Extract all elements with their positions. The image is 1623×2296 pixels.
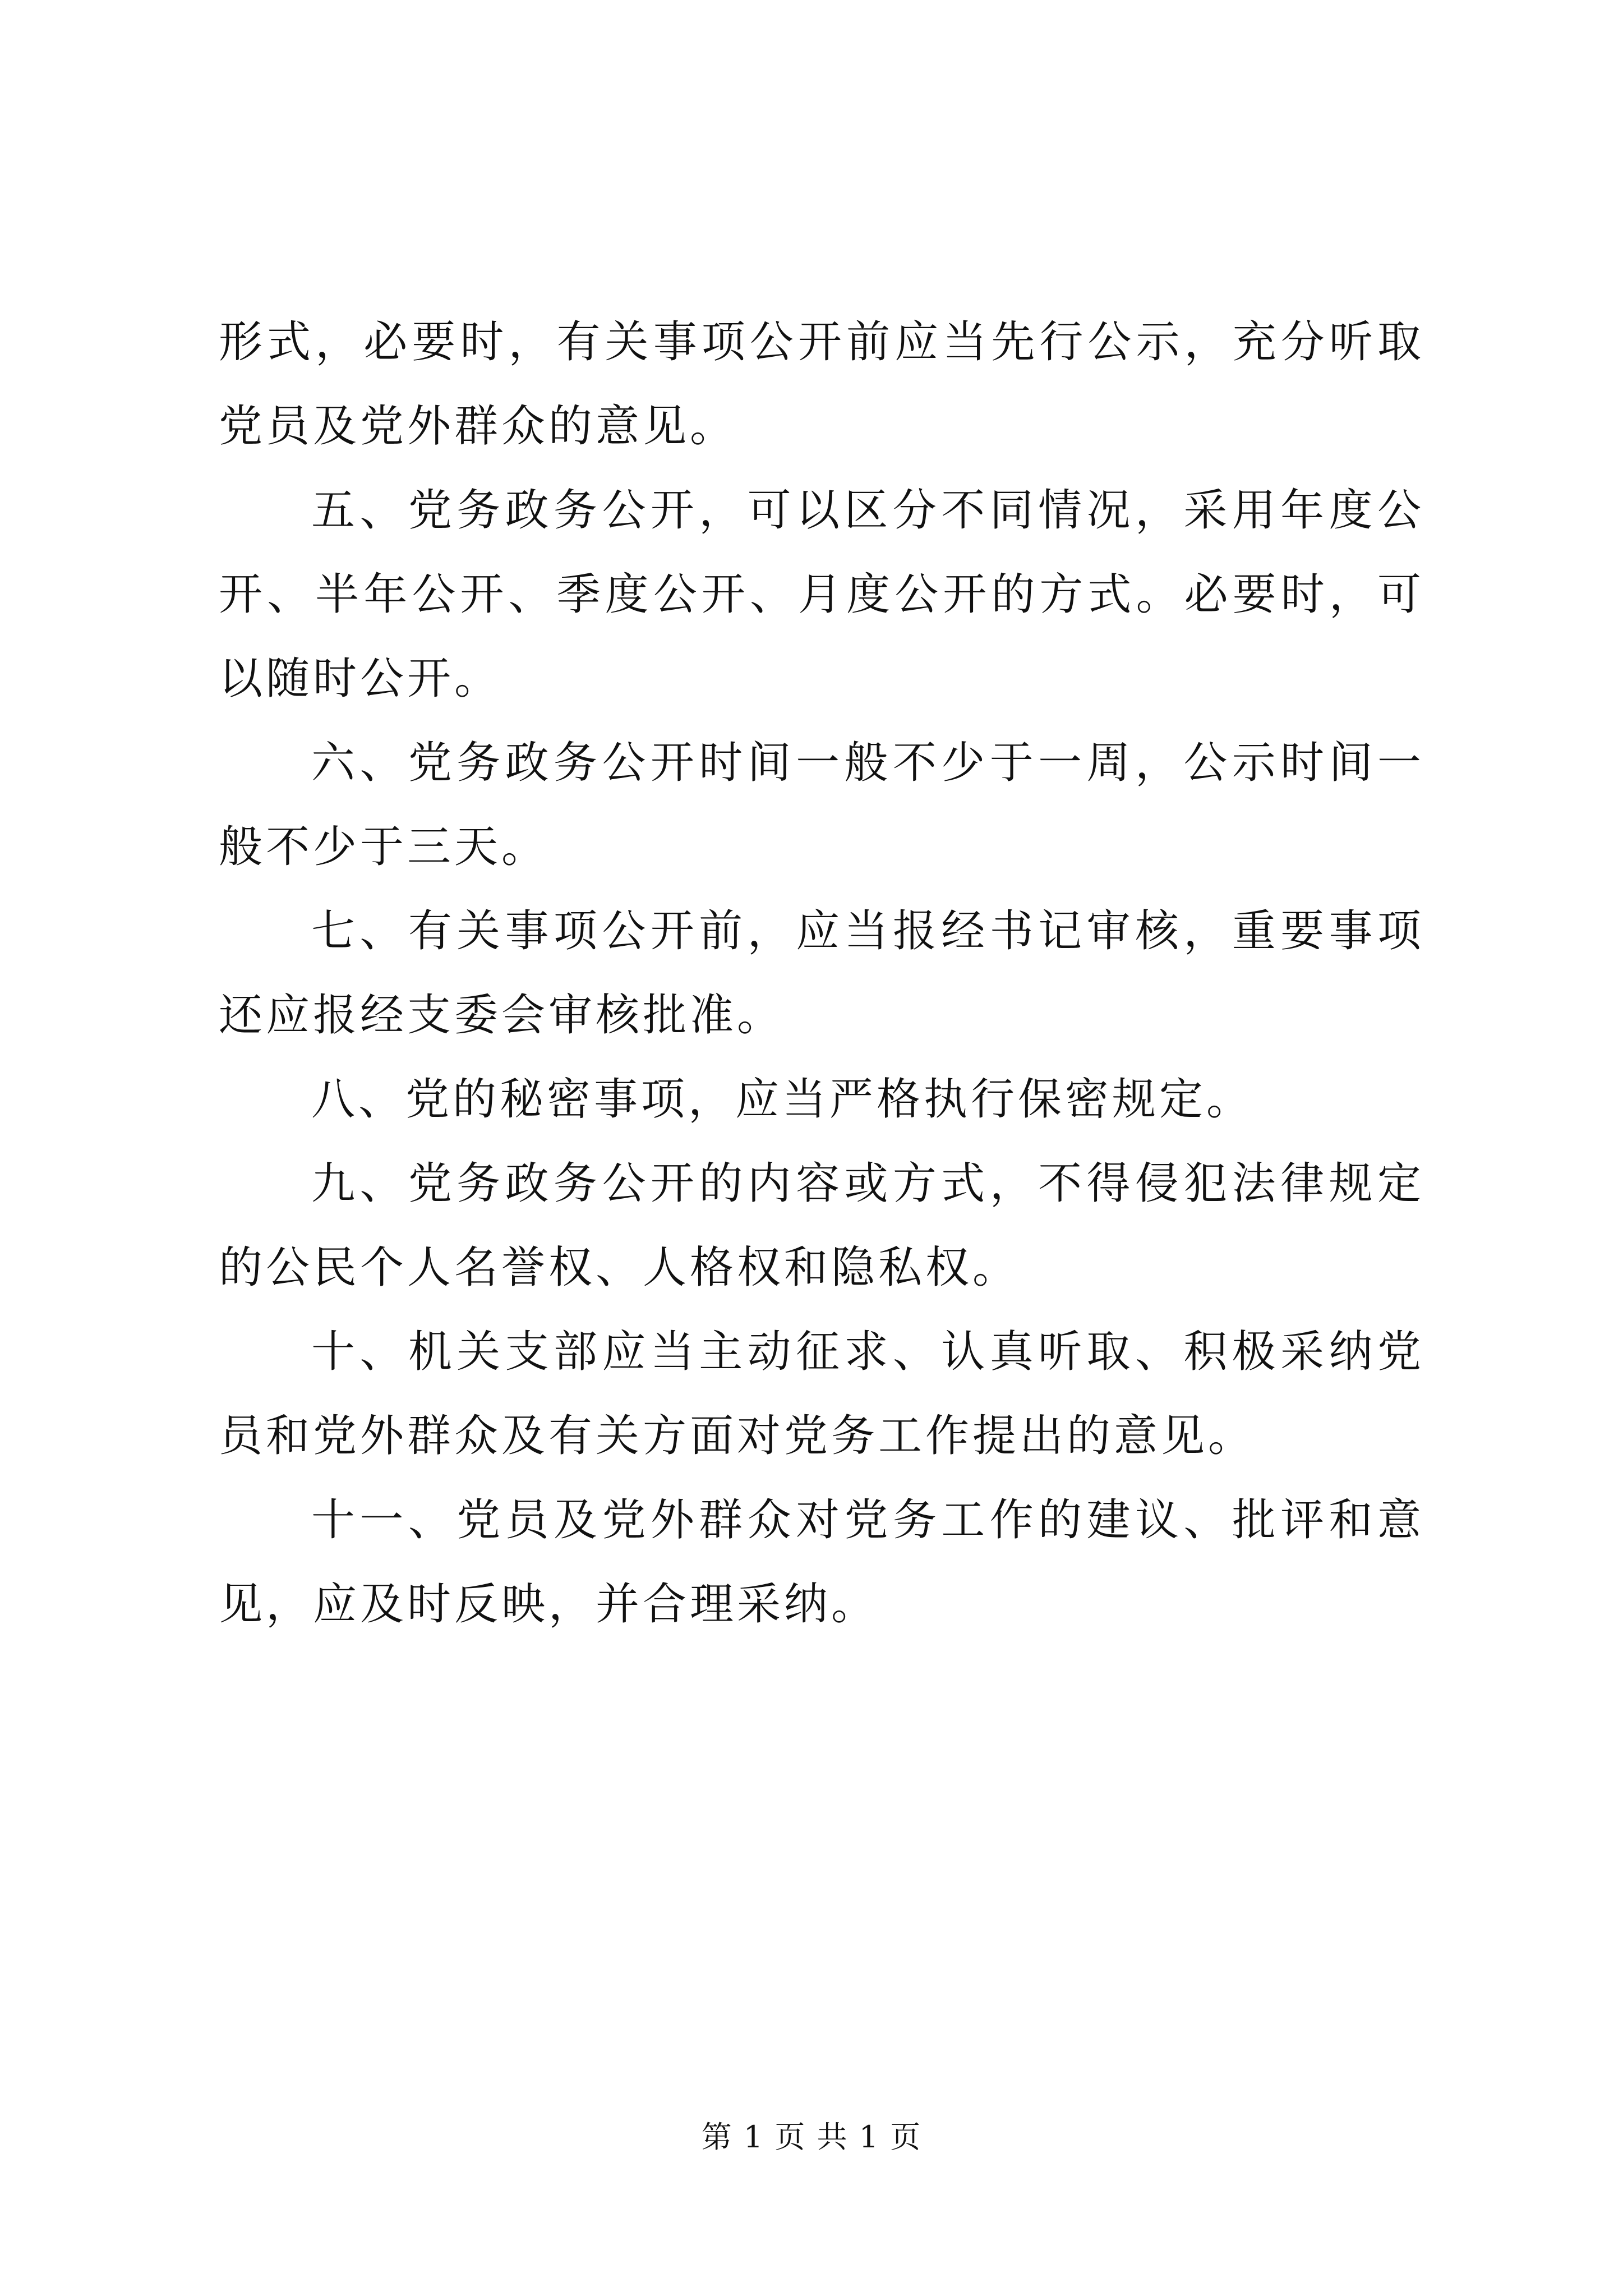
paragraph-item-8: 八、党的秘密事项，应当严格执行保密规定。 (311, 1074, 1254, 1125)
paragraph-item-6: 六、党务政务公开时间一般不少于一周，公示时间一般不少于三天。 (219, 738, 1424, 872)
paragraph-continuation: 形式，必要时，有关事项公开前应当先行公示，充分听取党员及党外群众的意见。 (219, 317, 1424, 452)
paragraph-item-11: 十一、党员及党外群众对党务工作的建议、批评和意见，应及时反映，并合理采纳。 (219, 1495, 1424, 1630)
page-number-label: 第 1 页 共 1 页 (701, 2119, 922, 2155)
page-footer (0, 2118, 1623, 2157)
paragraph-item-5: 五、党务政务公开，可以区分不同情况，采用年度公开、半年公开、季度公开、月度公开的方式。必要时，可以随时公开。 (219, 485, 1424, 704)
document-body (219, 300, 1424, 1646)
paragraph-item-7: 七、有关事项公开前，应当报经书记审核，重要事项还应报经支委会审核批准。 (219, 906, 1424, 1041)
paragraph-item-10: 十、机关支部应当主动征求、认真听取、积极采纳党员和党外群众及有关方面对党务工作提出的意见。 (219, 1327, 1424, 1461)
paragraph-item-9: 九、党务政务公开的内容或方式，不得侵犯法律规定的公民个人名誉权、人格权和隐私权。 (219, 1158, 1424, 1293)
